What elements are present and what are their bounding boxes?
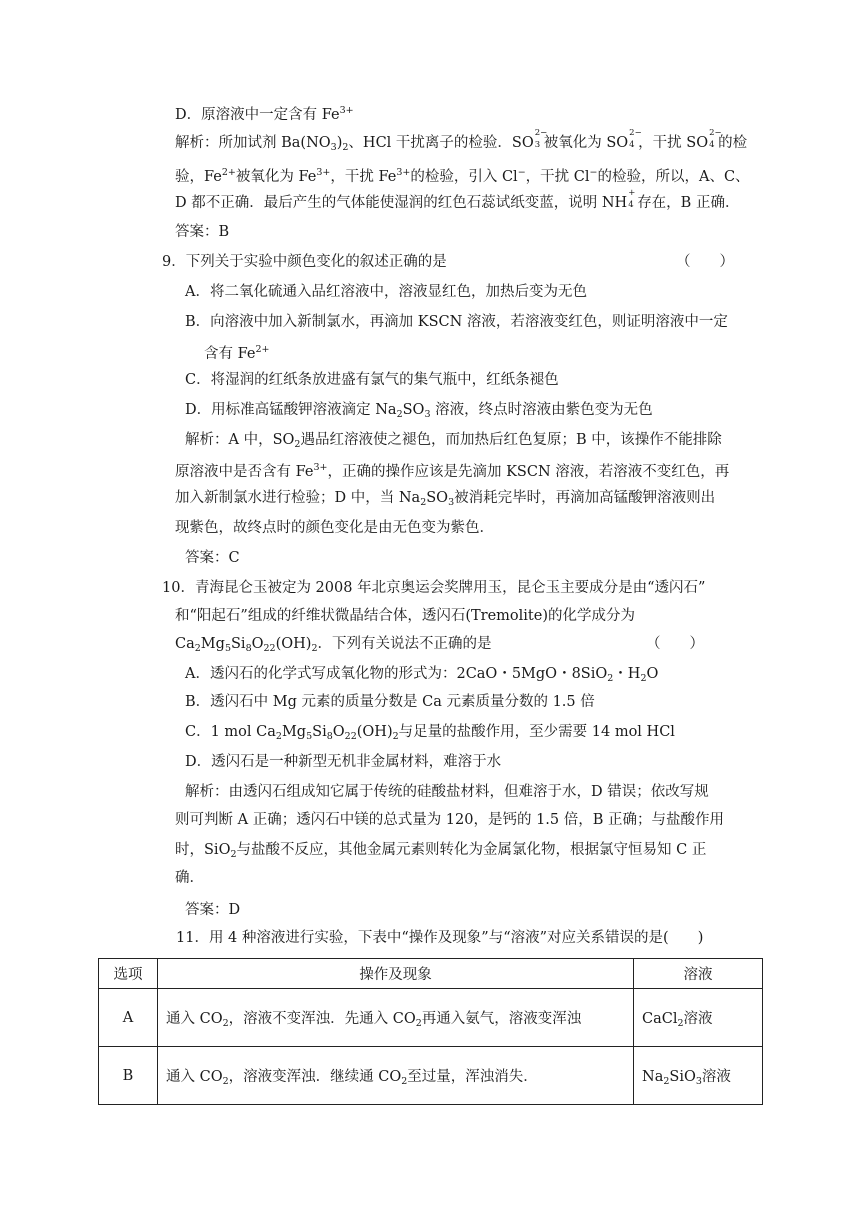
table-cell-operation: 通入 $CO_2$，溶液不变浑浊．先通入 $CO_2$再通入氨气，溶液变浑浊	[158, 989, 634, 1047]
q10-option-d: D．透闪石是一种新型无机非金属材料，难溶于水	[185, 754, 502, 770]
q9-analysis-line-3: 加入新制氯水进行检验；D 中，当 $Na_2SO_3$被消耗完毕时，再滴加高锰酸钾溶液则出	[175, 490, 716, 508]
q10-option-a: A．透闪石的化学式写成氧化物的形式为：2CaO・5MgO・8SiO$_2$・$H_2O$	[185, 666, 659, 684]
q9-option-b: B．向溶液中加入新制氯水，再滴加 KSCN 溶液，若溶液变红色，则证明溶液中一定	[185, 314, 728, 330]
q10-analysis-line-2: 则可判断 A 正确；透闪石中镁的总式量为 120，是钙的 1.5 倍，B 正确；与盐酸作用	[175, 812, 725, 828]
q9-option-b-continued: 含有 $Fe^{2+}$	[204, 344, 270, 362]
q9-answer-blank: （ ）	[676, 254, 734, 270]
q10-analysis-line-4: 确．	[175, 870, 204, 886]
table-row	[99, 989, 763, 1047]
q9-option-a: A．将二氧化硫通入品红溶液中，溶液显红色，加热后变为无色	[185, 284, 587, 300]
q10-option-c: C．1 mol $Ca_2Mg_5Si_8O_{22}(OH)_2$与足量的盐酸作用，至少需要 14 mol HCl	[185, 724, 675, 742]
q9-option-d: D．用标准高锰酸钾溶液滴定 $Na_2SO_3$ 溶液，终点时溶液由紫色变为无色	[185, 402, 653, 420]
q8-analysis-line-2: 验，$Fe^{2+}$被氧化为 $Fe^{3+}$，干扰 $Fe^{3+}$的检验，引入 Cl−，干扰 Cl−的检验，所以，A、C、	[175, 167, 750, 185]
q10-analysis-line-1: 解析：由透闪石组成知它属于传统的硅酸盐材料，但难溶于水，D 错误；依改写规	[185, 784, 709, 800]
q8-analysis-line-1: 解析：所加试剂 $Ba(NO_3)_2$、HCl 干扰离子的检验．SO 2− 3 被氧化为 SO 2− 4 ，干扰 SO 2− 4 的检	[175, 128, 748, 153]
table-cell-solution: CaCl$_2$溶液	[634, 989, 763, 1047]
table-cell-option: B	[99, 1047, 158, 1105]
q10-option-b: B．透闪石中 Mg 元素的质量分数是 Ca 元素质量分数的 1.5 倍	[185, 694, 595, 710]
table-header-solution: 溶液	[634, 959, 763, 989]
q10-answer-blank: （ ）	[646, 636, 704, 652]
q9-analysis-line-2: 原溶液中是否含有 $Fe^{3+}$，正确的操作应该是先滴加 KSCN 溶液，若溶液不变红色，再	[175, 462, 730, 480]
q9-option-c: C．将湿润的红纸条放进盛有氯气的集气瓶中，红纸条褪色	[185, 372, 559, 388]
q10-analysis-line-3: 时，SiO$_2$与盐酸不反应，其他金属元素则转化为金属氯化物，根据氯守恒易知 C 正	[175, 842, 707, 860]
q10-stem-line-1: 10．青海昆仑玉被定为 2008 年北京奥运会奖牌用玉，昆仑玉主要成分是由“透闪石”	[162, 580, 706, 596]
q8-analysis-line-3: D 都不正确．最后产生的气体能使湿润的红色石蕊试纸变蓝，说明 NH + 4 存在，B 正确．	[175, 188, 740, 211]
q11-stem: 11．用 4 种溶液进行实验，下表中“操作及现象”与“溶液”对应关系错误的是( )	[176, 930, 704, 946]
table-cell-solution: $Na_2SiO_3$溶液	[634, 1047, 763, 1105]
table-row	[99, 1047, 763, 1105]
q9-stem: 9．下列关于实验中颜色变化的叙述正确的是	[162, 254, 447, 270]
q10-stem-line-3: $Ca_2Mg_5Si_8O_{22}(OH)_2$．下列有关说法不正确的是	[175, 636, 492, 654]
q9-analysis-line-1: 解析：A 中，$SO_2$遇品红溶液使之褪色，而加热后红色复原；B 中，该操作不能排除	[185, 432, 722, 450]
q11-table	[98, 958, 763, 1105]
q10-stem-line-2: 和“阳起石”组成的纤维状微晶结合体，透闪石(Tremolite)的化学成分为	[175, 608, 635, 624]
q8-option-d: D．原溶液中一定含有 $Fe^{3+}$	[175, 105, 354, 123]
q10-answer: 答案：D	[185, 902, 241, 918]
q9-answer: 答案：C	[185, 550, 240, 566]
table-header-operation: 操作及现象	[158, 959, 634, 989]
table-cell-option: A	[99, 989, 158, 1047]
table-header-row	[99, 959, 763, 989]
q9-analysis-line-4: 现紫色，故终点时的颜色变化是由无色变为紫色．	[175, 520, 494, 536]
table-cell-operation: 通入 $CO_2$，溶液变浑浊．继续通 $CO_2$至过量，浑浊消失．	[158, 1047, 634, 1105]
q8-answer: 答案：B	[175, 224, 230, 240]
table-header-option: 选项	[99, 959, 158, 989]
